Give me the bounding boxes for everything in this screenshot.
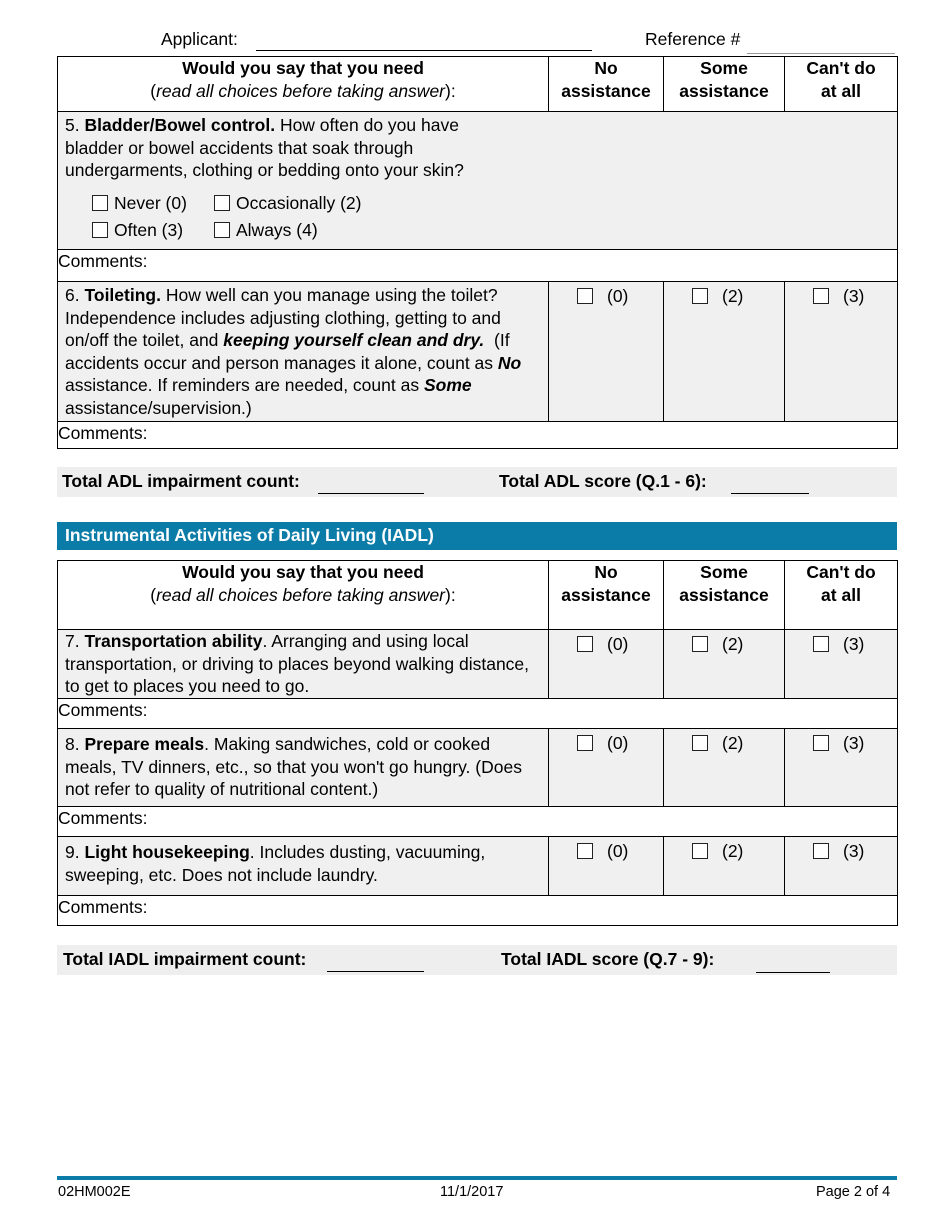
- q9-no-assistance[interactable]: (0): [549, 837, 664, 896]
- iadl-totals: [57, 945, 897, 975]
- q6-no-assistance[interactable]: (0): [549, 282, 664, 422]
- question-header: Would you say that you need (read all choices before taking answer):: [58, 561, 549, 630]
- page-number: Page 2 of 4: [816, 1184, 891, 1200]
- question-row-9: [58, 837, 898, 896]
- question-row-7: [58, 630, 898, 699]
- checkbox[interactable]: [214, 222, 230, 238]
- checkbox[interactable]: [692, 636, 708, 652]
- q8-cant-do[interactable]: (3): [785, 729, 898, 807]
- option-occasionally[interactable]: Occasionally (2): [214, 190, 361, 217]
- checkbox[interactable]: [92, 222, 108, 238]
- reference-field[interactable]: [747, 53, 895, 54]
- question-9-text: 9. Light housekeeping. Includes dusting, vacuuming, sweeping, etc. Does not include laundry.: [58, 837, 549, 896]
- comments-row-6[interactable]: [58, 422, 898, 449]
- comments-label: Comments:: [58, 896, 898, 926]
- checkbox[interactable]: [577, 843, 593, 859]
- adl-score-label: Total ADL score (Q.1 - 6):: [499, 471, 707, 491]
- q6-some-assistance[interactable]: (2): [664, 282, 785, 422]
- no-assistance-header: No assistance: [549, 561, 664, 630]
- iadl-impairment-label: Total IADL impairment count:: [63, 949, 307, 969]
- question-6-text: 6. Toileting. How well can you manage using the toilet? Independence includes adjusting clothing, getting to and on/off the toilet, and keeping yourself clean and dry. (If accidents occur and person manages it alone, count as No assistance. If reminders are needed, count as Some assistance/supervision.): [58, 282, 549, 422]
- q8-no-assistance[interactable]: (0): [549, 729, 664, 807]
- q7-cant-do[interactable]: (3): [785, 630, 898, 699]
- adl-impairment-label: Total ADL impairment count:: [62, 471, 300, 491]
- comments-row-7[interactable]: [58, 699, 898, 729]
- adl-table: [57, 56, 898, 449]
- q9-some-assistance[interactable]: (2): [664, 837, 785, 896]
- checkbox[interactable]: [577, 735, 593, 751]
- comments-label: Comments:: [58, 422, 898, 449]
- some-assistance-header: Some assistance: [664, 57, 785, 112]
- form-date: 11/1/2017: [440, 1184, 504, 1200]
- iadl-impairment-field[interactable]: [327, 971, 424, 972]
- cant-do-header: Can't do at all: [785, 561, 898, 630]
- checkbox[interactable]: [577, 288, 593, 304]
- question-5-text: 5. Bladder/Bowel control. How often do you have bladder or bowel accidents that soak through undergarments, clothing or bedding onto your skin?: [65, 115, 464, 180]
- adl-score-field[interactable]: [731, 493, 809, 494]
- some-assistance-header: Some assistance: [664, 561, 785, 630]
- q5-options: [58, 184, 897, 248]
- checkbox[interactable]: [813, 636, 829, 652]
- reference-label: Reference #: [645, 29, 741, 49]
- comments-label: Comments:: [58, 250, 898, 282]
- cant-do-header: Can't do at all: [785, 57, 898, 112]
- checkbox[interactable]: [692, 288, 708, 304]
- iadl-score-field[interactable]: [756, 972, 830, 973]
- question-7-text: 7. Transportation ability. Arranging and using local transportation, or driving to places beyond walking distance, to get to places you need to go.: [58, 630, 549, 699]
- applicant-label: Applicant:: [161, 29, 238, 49]
- checkbox[interactable]: [214, 195, 230, 211]
- checkbox[interactable]: [813, 735, 829, 751]
- question-header: Would you say that you need (read all choices before taking answer):: [58, 57, 549, 112]
- option-never[interactable]: Never (0): [92, 190, 214, 217]
- checkbox[interactable]: [813, 288, 829, 304]
- footer-rule: [57, 1176, 897, 1180]
- comments-label: Comments:: [58, 699, 898, 729]
- iadl-score-label: Total IADL score (Q.7 - 9):: [501, 949, 715, 969]
- table-header-row: [58, 561, 898, 630]
- option-often[interactable]: Often (3): [92, 217, 214, 244]
- checkbox[interactable]: [92, 195, 108, 211]
- no-assistance-header: No assistance: [549, 57, 664, 112]
- option-always[interactable]: Always (4): [214, 217, 318, 244]
- question-row-8: [58, 729, 898, 807]
- question-row-6: [58, 282, 898, 422]
- form-id: 02HM002E: [58, 1184, 131, 1200]
- comments-row-5[interactable]: [58, 250, 898, 282]
- q7-no-assistance[interactable]: (0): [549, 630, 664, 699]
- applicant-field[interactable]: [256, 50, 592, 51]
- checkbox[interactable]: [813, 843, 829, 859]
- checkbox[interactable]: [692, 735, 708, 751]
- question-row-5: [58, 112, 898, 250]
- q6-cant-do[interactable]: (3): [785, 282, 898, 422]
- question-8-text: 8. Prepare meals. Making sandwiches, cold or cooked meals, TV dinners, etc., so that you won't go hungry. (Does not refer to quality of nutritional content.): [58, 729, 549, 807]
- q7-some-assistance[interactable]: (2): [664, 630, 785, 699]
- q8-some-assistance[interactable]: (2): [664, 729, 785, 807]
- q9-cant-do[interactable]: (3): [785, 837, 898, 896]
- checkbox[interactable]: [692, 843, 708, 859]
- adl-impairment-field[interactable]: [318, 493, 424, 494]
- iadl-section-header: [57, 522, 897, 550]
- comments-row-8[interactable]: [58, 807, 898, 837]
- comments-label: Comments:: [58, 807, 898, 837]
- comments-row-9[interactable]: [58, 896, 898, 926]
- table-header-row: [58, 57, 898, 112]
- iadl-table: [57, 560, 898, 926]
- checkbox[interactable]: [577, 636, 593, 652]
- iadl-section-title: Instrumental Activities of Daily Living (IADL): [65, 525, 434, 545]
